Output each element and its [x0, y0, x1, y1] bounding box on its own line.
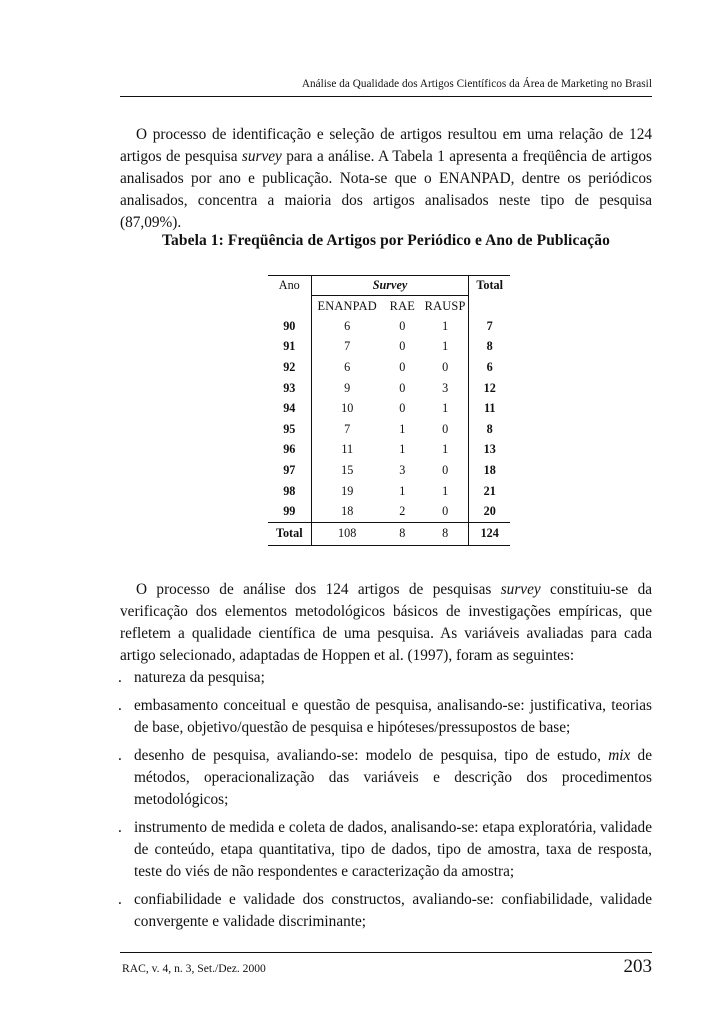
table-row	[268, 398, 510, 419]
footer-citation: RAC, v. 4, n. 3, Set./Dez. 2000	[122, 962, 266, 975]
analysis-paragraph	[120, 579, 652, 667]
total-rausp: 8	[422, 522, 469, 545]
subheader-enanpad: ENANPAD	[311, 296, 383, 317]
bullet-mark: .	[118, 819, 122, 836]
cell-enanpad: 18	[311, 501, 383, 522]
header-ano: Ano	[268, 276, 311, 296]
cell-rausp: 0	[442, 462, 449, 477]
table-row	[268, 419, 510, 440]
cell-enanpad: 6	[311, 316, 383, 337]
total-enanpad: 108	[311, 522, 383, 545]
list-item-text: embasamento conceitual e questão de pesquisa, analisando-se: justificativa, teorias de base, objetivo/questão de pesquisa e hipóteses/pressupostos de base;	[134, 697, 652, 736]
table-header-row	[268, 276, 510, 296]
subheader-rausp: RAUSP	[422, 296, 469, 317]
running-header: Análise da Qualidade dos Artigos Científicos da Área de Marketing no Brasil	[301, 78, 652, 90]
cell-rausp: 0	[442, 504, 449, 519]
cell-rae: 1	[399, 421, 406, 436]
cell-rausp: 1	[442, 318, 449, 333]
list-item	[116, 817, 652, 883]
cell-total: 11	[469, 398, 510, 419]
intro-paragraph	[120, 124, 652, 234]
cell-enanpad: 10	[311, 398, 383, 419]
table-row	[268, 440, 510, 461]
cell-enanpad: 11	[311, 440, 383, 461]
cell-ano: 97	[283, 462, 296, 477]
cell-enanpad: 19	[311, 481, 383, 502]
total-total: 124	[469, 522, 510, 545]
header-total: Total	[469, 276, 510, 296]
cell-rausp: 3	[442, 380, 449, 395]
bullet-mark: .	[118, 669, 122, 686]
analysis-text-2: constituiu-se da verificação dos elementos metodológicos básicos de investigações empíricas, que refletem a qualidade científica de uma pesquisa. As variáveis avaliadas para cada artigo selecionado, adaptadas de Hoppen et al. (1997), foram as seguintes:	[120, 581, 653, 664]
cell-enanpad: 15	[311, 460, 383, 481]
intro-text-1: O processo de identificação e seleção de artigos resultou em uma relação de 124 artigos de pesquisa	[120, 126, 652, 165]
cell-rae: 0	[399, 339, 406, 354]
cell-rausp: 1	[442, 483, 449, 498]
bullet-mark: .	[118, 747, 122, 764]
cell-rae: 0	[399, 318, 406, 333]
cell-total: 20	[469, 501, 510, 522]
cell-rae: 1	[399, 483, 406, 498]
list-item-text: confiabilidade e validade dos constructos, avaliando-se: confiabilidade, validade convergente e validade discriminante;	[134, 891, 652, 930]
list-item-text: instrumento de medida e coleta de dados, analisando-se: etapa exploratória, validade de conteúdo, etapa quantitativa, tipo de dados, tipo de amostra, taxa de resposta, teste do viés de não respondentes e caracterização da amostra;	[134, 819, 652, 880]
cell-rausp: 1	[442, 401, 449, 416]
page-number: 203	[623, 956, 652, 977]
list-item	[116, 667, 652, 689]
subheader-total-empty	[469, 296, 510, 317]
cell-ano: 96	[283, 442, 296, 457]
bullet-mark: .	[118, 697, 122, 714]
header-survey: Survey	[311, 276, 469, 296]
total-rae: 8	[383, 522, 422, 545]
total-label: Total	[268, 522, 311, 545]
table-row	[268, 316, 510, 337]
header-rule	[120, 96, 652, 97]
cell-total: 12	[469, 378, 510, 399]
table-row	[268, 337, 510, 358]
cell-ano: 95	[283, 421, 296, 436]
cell-total: 7	[469, 316, 510, 337]
analysis-text-1: O processo de análise dos 124 artigos de pesquisas	[136, 581, 501, 598]
subheader-rae: RAE	[383, 296, 422, 317]
cell-enanpad: 9	[311, 378, 383, 399]
subheader-empty	[268, 296, 311, 317]
cell-total: 8	[469, 419, 510, 440]
list-item-text-1: desenho de pesquisa, avaliando-se: modelo de pesquisa, tipo de estudo,	[134, 747, 609, 764]
frequency-table	[268, 275, 510, 546]
table-subheader-row	[268, 296, 510, 317]
bullet-mark: .	[118, 891, 122, 908]
list-item-text: natureza da pesquisa;	[134, 669, 265, 686]
list-item	[116, 889, 652, 933]
intro-text-2: para a análise. A Tabela 1 apresenta a freqüência de artigos analisados por ano e publicação. Nota-se que o ENANPAD, dentre os periódicos analisados, concentra a maioria dos artigos analisados neste tipo de pesquisa (87,09%).	[120, 148, 652, 231]
table-total-row	[268, 522, 510, 545]
intro-text-italic: survey	[241, 148, 282, 165]
table-title: Tabela 1: Freqüência de Artigos por Periódico e Ano de Publicação	[162, 232, 610, 249]
cell-enanpad: 7	[311, 419, 383, 440]
cell-rae: 0	[399, 359, 406, 374]
cell-rausp: 0	[442, 359, 449, 374]
table-row	[268, 481, 510, 502]
cell-total: 21	[469, 481, 510, 502]
cell-rausp: 0	[442, 421, 449, 436]
cell-rausp: 1	[442, 442, 449, 457]
cell-enanpad: 7	[311, 337, 383, 358]
footer-rule	[120, 952, 652, 953]
cell-total: 18	[469, 460, 510, 481]
cell-rae: 1	[399, 442, 406, 457]
cell-rausp: 1	[442, 339, 449, 354]
cell-total: 8	[469, 337, 510, 358]
list-item	[116, 745, 652, 811]
variables-list	[116, 667, 652, 939]
table-row	[268, 501, 510, 522]
table-row	[268, 460, 510, 481]
cell-rae: 3	[399, 462, 406, 477]
cell-ano: 99	[283, 504, 296, 519]
cell-ano: 93	[283, 380, 296, 395]
cell-total: 13	[469, 440, 510, 461]
cell-total: 6	[469, 357, 510, 378]
cell-ano: 98	[283, 483, 296, 498]
table-row	[268, 378, 510, 399]
cell-ano: 91	[283, 339, 296, 354]
cell-rae: 0	[399, 401, 406, 416]
cell-ano: 94	[283, 401, 296, 416]
list-item-text-italic: mix	[608, 747, 631, 764]
cell-rae: 0	[399, 380, 406, 395]
table-row	[268, 357, 510, 378]
analysis-text-italic: survey	[500, 581, 541, 598]
cell-enanpad: 6	[311, 357, 383, 378]
cell-ano: 90	[283, 318, 296, 333]
cell-rae: 2	[399, 504, 406, 519]
list-item	[116, 695, 652, 739]
cell-ano: 92	[283, 359, 296, 374]
list-item-text-2: de métodos, operacionalização das variáveis e descrição dos procedimentos metodológicos;	[134, 747, 652, 808]
